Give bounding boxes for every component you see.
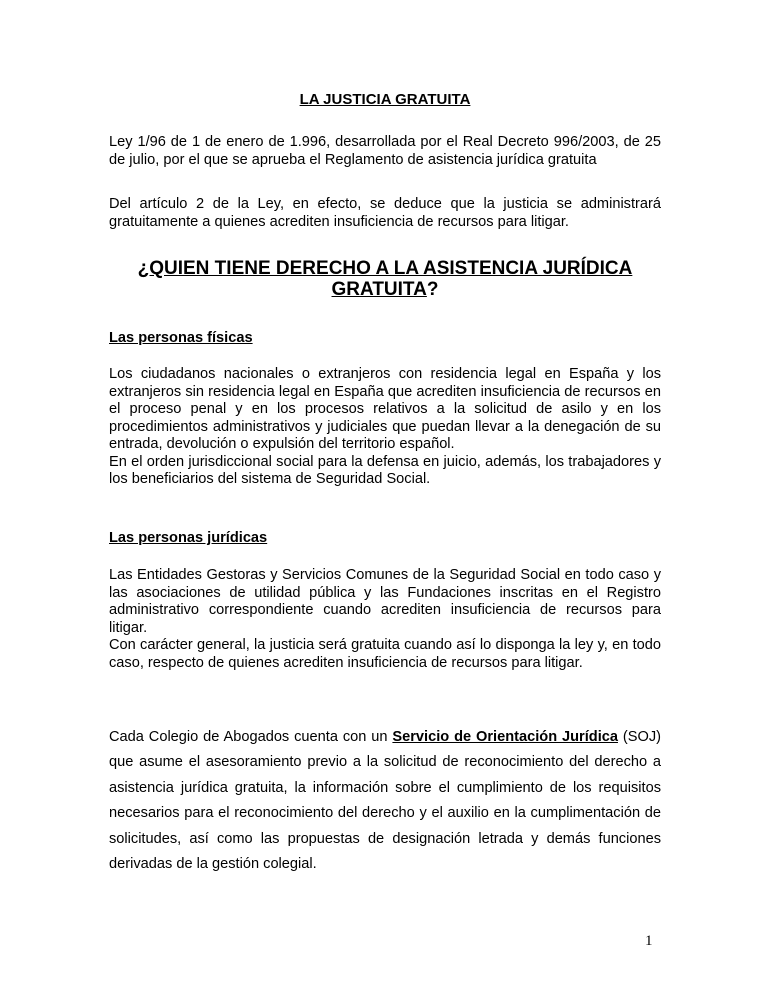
subheading-personas-fisicas: Las personas físicas [109, 330, 253, 346]
paragraph-line: En el orden jurisdiccional social para la defensa en juicio, además, los trabajadores y los beneficiarios del sistema de Seguridad Social. [109, 453, 661, 487]
section-heading-suffix: ? [426, 279, 439, 300]
paragraph-personas-juridicas [109, 567, 661, 672]
intro-paragraph-law: Ley 1/96 de 1 de enero de 1.996, desarrollada por el Real Decreto 996/2003, de 25 de julio, por el que se aprueba el Reglamento de asistencia jurídica gratuita [109, 134, 661, 168]
document-title: LA JUSTICIA GRATUITA [299, 91, 471, 108]
soj-highlight: Servicio de Orientación Jurídica [392, 729, 618, 745]
paragraph-line: Las Entidades Gestoras y Servicios Comunes de la Seguridad Social en todo caso y las asociaciones de utilidad pública y las Fundaciones inscritas en el Registro administrativo correspondiente cuando acrediten insuficiencia de recursos para litigar. [109, 567, 661, 636]
section-heading [130, 258, 640, 300]
soj-text-before: Cada Colegio de Abogados cuenta con un [109, 729, 393, 745]
paragraph-personas-fisicas [109, 366, 661, 489]
paragraph-soj [109, 725, 661, 877]
paragraph-line: Los ciudadanos nacionales o extranjeros con residencia legal en España y los extranjeros sin residencia legal en España que acrediten insuficiencia de recursos en el proceso penal y en los procesos relativos a la solicitud de asilo y en los procedimientos administrativos y judiciales que puedan llevar a la denegación de su entrada, devolución o expulsión del territorio español. [109, 366, 661, 452]
intro-paragraph-article: Del artículo 2 de la Ley, en efecto, se deduce que la justicia se administrará gratuitamente a quienes acrediten insuficiencia de recursos para litigar. [109, 196, 661, 230]
page-number: 1 [645, 933, 653, 949]
section-heading-text: ¿QUIEN TIENE DERECHO A LA ASISTENCIA JURÍDICA GRATUITA [137, 258, 633, 300]
paragraph-line: Con carácter general, la justicia será gratuita cuando así lo disponga la ley y, en todo caso, respecto de quienes acrediten insuficiencia de recursos para litigar. [109, 637, 661, 671]
subheading-personas-juridicas: Las personas jurídicas [109, 530, 268, 546]
soj-text-after: (SOJ) que asume el asesoramiento previo a la solicitud de reconocimiento del derecho a asistencia jurídica gratuita, la información sobre el cumplimiento de los requisitos necesarios para el reconocimiento del derecho y el auxilio en la cumplimentación de solicitudes, así como las propuestas de designación letrada y demás funciones derivadas de la gestión colegial. [109, 729, 661, 873]
